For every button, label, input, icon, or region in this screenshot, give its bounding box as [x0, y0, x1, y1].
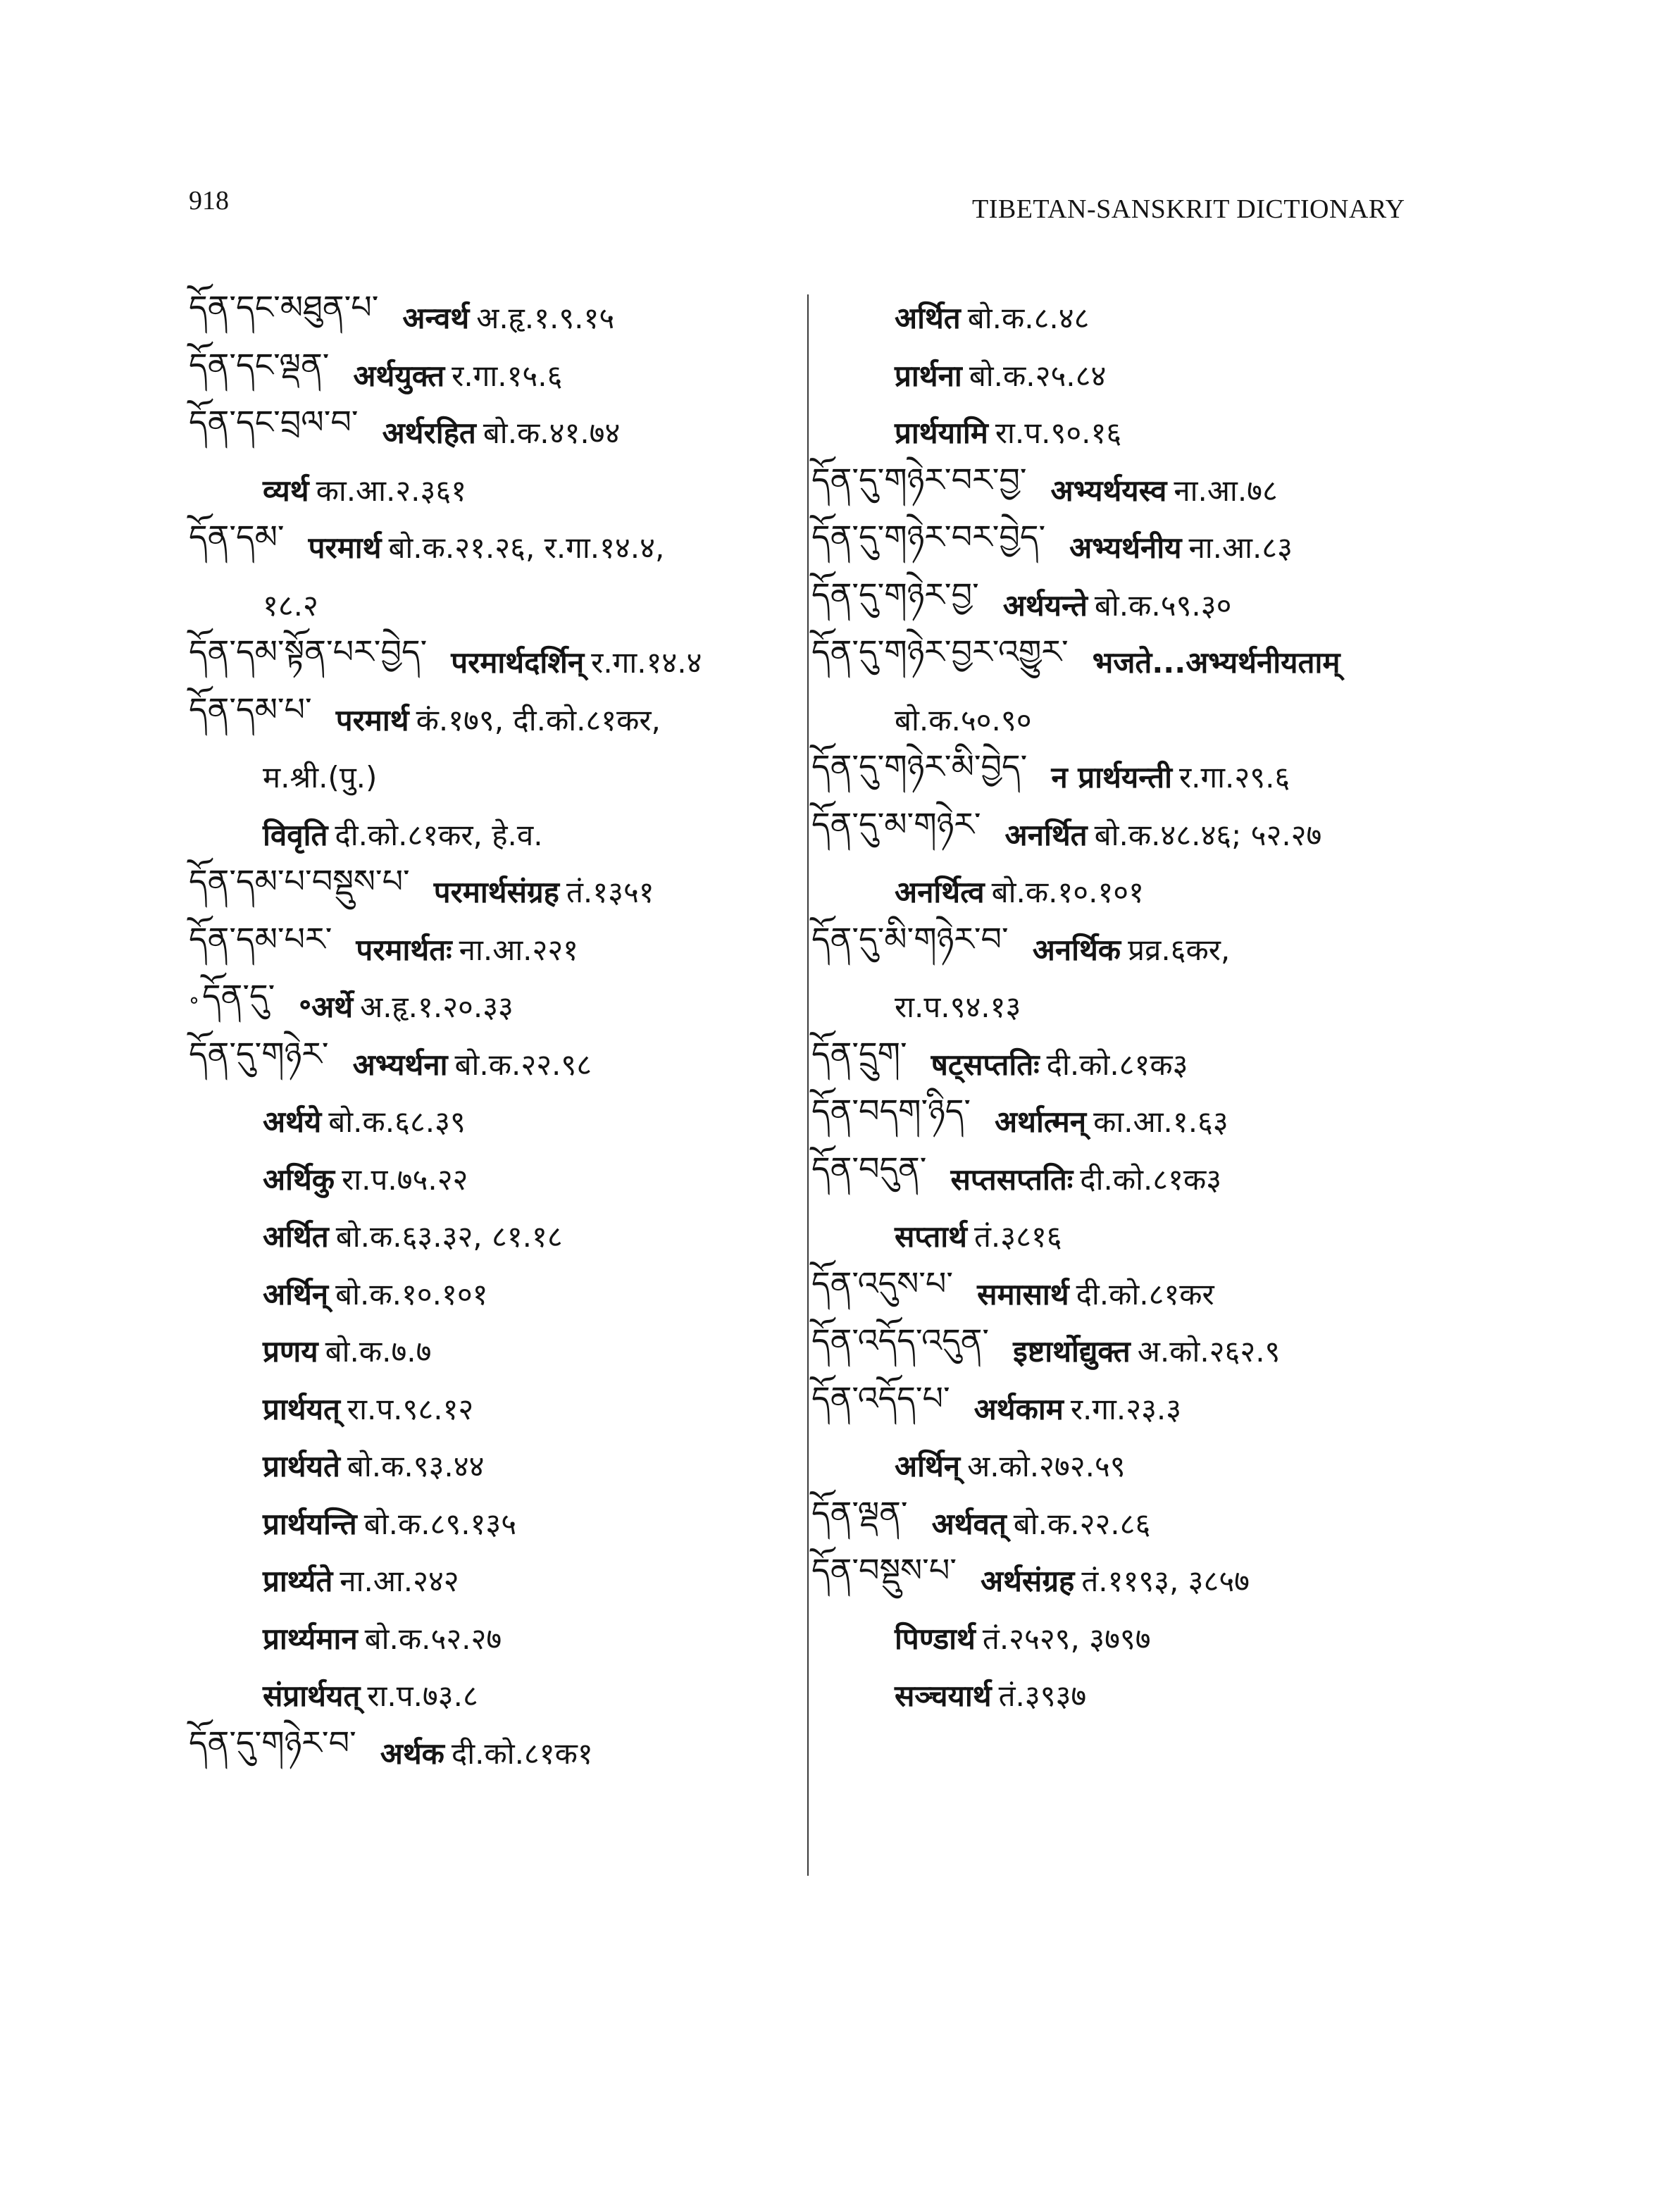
dictionary-entry	[811, 806, 1445, 864]
sanskrit-equivalent: अर्थयुक्त	[353, 358, 445, 393]
sanskrit-equivalent: सप्तार्थ	[895, 1219, 967, 1254]
sanskrit-equivalent: अनर्थिक	[1032, 932, 1121, 967]
tibetan-headword: དོན་དང་བྲལ་བ་	[189, 403, 359, 442]
dictionary-subentry	[189, 1322, 823, 1380]
sanskrit-equivalent: अनर्थित	[1004, 817, 1088, 852]
sanskrit-equivalent: प्रार्थयन्ति	[263, 1506, 357, 1541]
dictionary-entry	[189, 404, 823, 461]
sanskrit-equivalent: विवृति	[263, 817, 328, 852]
source-reference: बो.क.८९.१३५	[363, 1506, 517, 1541]
source-reference: बो.क.४८.४६; ५२.२७	[1094, 817, 1322, 852]
tibetan-headword: དོན་དམ་སྟོན་པར་བྱེད་	[189, 633, 428, 671]
source-reference: रा.प.९४.१३	[895, 990, 1021, 1025]
source-reference: दी.को.८१कर, हे.व.	[335, 817, 543, 852]
tibetan-headword: དོན་དུ་མ་གཉེར་	[811, 804, 981, 843]
source-reference: बो.क.५९.३०	[1094, 587, 1232, 623]
source-reference: बो.क.२१.२६, र.गा.१४.४,	[388, 530, 665, 566]
sanskrit-equivalent: प्रार्थ्यमान	[263, 1621, 358, 1656]
tibetan-headword: དོན་དང་ལྡན་	[189, 345, 330, 384]
tibetan-headword: དོན་དུ་མི་གཉེར་བ་	[811, 919, 1009, 958]
source-reference: बो.क.५०.९०	[895, 702, 1032, 737]
sanskrit-equivalent: अर्थित	[263, 1219, 329, 1254]
source-reference: रा.प.७५.२२	[342, 1162, 468, 1197]
sanskrit-equivalent: अर्थयन्ते	[1002, 587, 1088, 623]
source-reference: बो.क.५२.२७	[364, 1621, 502, 1656]
sanskrit-equivalent: प्रार्थयते	[263, 1449, 340, 1484]
dictionary-entry	[811, 921, 1445, 978]
sanskrit-equivalent: अभ्यर्थनीय	[1069, 530, 1182, 566]
source-reference: प्रव्र.६कर,	[1128, 932, 1231, 967]
source-reference: रा.प.९८.१२	[347, 1391, 474, 1426]
running-head: TIBETAN-SANSKRIT DICTIONARY	[972, 194, 1405, 224]
source-reference: बो.क.९३.४४	[347, 1449, 485, 1484]
dictionary-subentry	[189, 1265, 823, 1323]
dictionary-entry	[811, 1380, 1445, 1438]
dictionary-entry	[189, 1035, 823, 1093]
sanskrit-equivalent: अर्थात्मन्	[995, 1104, 1087, 1140]
sanskrit-equivalent: अर्थिकु	[263, 1162, 335, 1197]
source-reference: र.गा.२३.३	[1070, 1391, 1182, 1426]
sanskrit-equivalent: परमार्थदर्शिन्	[451, 645, 585, 680]
tibetan-headword: དོན་དུ་གཉེར་བར་བྱེད་	[811, 518, 1046, 556]
tibetan-headword: དོན་དམ་པ་བསྡུས་པ་	[189, 862, 410, 901]
sanskrit-equivalent: प्रार्थ्यते	[263, 1564, 333, 1599]
source-reference: दी.को.८१क३	[1046, 1047, 1188, 1082]
sanskrit-equivalent: प्रणय	[263, 1334, 318, 1369]
column-divider	[807, 294, 809, 1876]
tibetan-headword: དོན་འདུས་པ་	[811, 1264, 954, 1302]
source-reference: रा.प.७३.८	[367, 1679, 478, 1714]
sanskrit-equivalent: परमार्थ	[308, 530, 382, 566]
source-reference: दी.को.८१क१	[451, 1736, 593, 1771]
source-reference: बो.क.६८.३९	[328, 1104, 466, 1140]
sanskrit-equivalent: अभ्यर्थयस्व	[1050, 473, 1167, 508]
sanskrit-equivalent: अन्वर्थ	[402, 301, 470, 336]
left-column	[189, 289, 823, 1781]
sanskrit-equivalent: व्यर्थ	[263, 473, 309, 508]
dictionary-subentry	[811, 1667, 1445, 1724]
sanskrit-equivalent: अर्थसंग्रह	[981, 1564, 1075, 1599]
source-reference: र.गा.१४.४	[591, 645, 702, 680]
tibetan-headword: དོན་དུ་གཉེར་	[189, 1034, 329, 1073]
dictionary-subentry	[189, 748, 823, 806]
tibetan-headword: དོན་དམ་པར་	[189, 919, 332, 958]
sanskrit-equivalent: परमार्थ	[335, 702, 409, 737]
sanskrit-equivalent: अर्थक	[380, 1736, 444, 1771]
dictionary-subentry	[189, 1150, 823, 1208]
dictionary-entry	[189, 921, 823, 978]
source-reference: बो.क.७.७	[325, 1334, 432, 1369]
dictionary-subentry	[189, 1092, 823, 1150]
source-reference: तं.३८१६	[973, 1219, 1062, 1254]
source-reference: अ.को.२७२.५९	[967, 1449, 1126, 1484]
sanskrit-equivalent: अर्थये	[263, 1104, 322, 1140]
source-reference: बो.क.१०.१०१	[991, 875, 1144, 910]
source-reference: का.आ.२.३६१	[316, 473, 467, 508]
dictionary-subentry	[811, 1610, 1445, 1667]
sanskrit-equivalent: सप्तसप्ततिः	[950, 1162, 1074, 1197]
source-reference: तं.३९३७	[998, 1679, 1087, 1714]
source-reference: अ.हृ.१.२०.३३	[360, 990, 514, 1025]
sanskrit-equivalent: इष्टार्थोद्युक्त	[1013, 1334, 1131, 1369]
source-reference: दी.को.८१क३	[1080, 1162, 1222, 1197]
source-reference: १८.२	[263, 587, 318, 623]
sanskrit-equivalent: प्रार्थना	[895, 358, 962, 393]
source-reference: ना.आ.८३	[1188, 530, 1293, 566]
sanskrit-equivalent: ॰अर्थे	[299, 990, 354, 1025]
right-column	[811, 289, 1445, 1724]
sanskrit-equivalent: संप्रार्थयत्	[263, 1679, 361, 1714]
sanskrit-equivalent: अर्थकाम	[973, 1391, 1064, 1426]
entry-marker: °	[189, 994, 199, 1019]
dictionary-entry	[811, 633, 1445, 691]
tibetan-headword: དོན་དུ་	[202, 977, 275, 1016]
tibetan-headword: དོན་དྲུག་	[811, 1034, 907, 1073]
sanskrit-equivalent: अर्थरहित	[382, 416, 476, 451]
source-reference: र.गा.२९.६	[1179, 760, 1290, 795]
dictionary-subentry	[189, 1380, 823, 1438]
source-reference: अ.हृ.१.९.१५	[476, 301, 615, 336]
tibetan-headword: དོན་བདག་ཉིད་	[811, 1092, 971, 1131]
source-reference: रा.प.९०.१६	[995, 416, 1122, 451]
dictionary-entry	[811, 1552, 1445, 1610]
tibetan-headword: དོན་དམ་	[189, 518, 285, 556]
source-reference: बो.क.२२.९८	[454, 1047, 592, 1082]
dictionary-subentry	[189, 1610, 823, 1667]
sanskrit-equivalent: प्रार्थयत्	[263, 1391, 340, 1426]
source-reference: बो.क.२२.८६	[1013, 1506, 1151, 1541]
sanskrit-equivalent: न प्रार्थयन्ती	[1051, 760, 1172, 795]
sanskrit-equivalent: अभ्यर्थना	[352, 1047, 448, 1082]
dictionary-subentry	[189, 1437, 823, 1495]
source-reference: म.श्री.(पु.)	[263, 760, 378, 795]
sanskrit-equivalent: अर्थिन्	[895, 1449, 961, 1484]
dictionary-subentry	[189, 1495, 823, 1552]
source-reference: तं.११९३, ३८५७	[1081, 1564, 1250, 1599]
source-reference: तं.१३५१	[566, 875, 654, 910]
tibetan-headword: དོན་ལྡན་	[811, 1493, 908, 1532]
source-reference: बो.क.४१.७४	[483, 416, 621, 451]
tibetan-headword: དོན་བདུན་	[811, 1149, 927, 1188]
tibetan-headword: དོན་འདོད་པ་	[811, 1378, 950, 1417]
sanskrit-equivalent: पिण्डार्थ	[895, 1621, 976, 1656]
tibetan-headword: དོན་འདོད་འདུན་	[811, 1321, 990, 1360]
sanskrit-equivalent: प्रार्थयामि	[895, 416, 988, 451]
page-number: 918	[189, 186, 229, 216]
dictionary-entry	[189, 1724, 823, 1782]
dictionary-entry	[811, 1150, 1445, 1208]
dictionary-subentry	[811, 347, 1445, 404]
source-reference: ना.आ.७८	[1174, 473, 1278, 508]
dictionary-subentry	[189, 1207, 823, 1265]
source-reference: बो.क.२५.८४	[969, 358, 1107, 393]
sanskrit-equivalent: समासार्थ	[977, 1276, 1069, 1312]
dictionary-subentry	[189, 1552, 823, 1610]
source-reference: दी.को.८१कर	[1076, 1276, 1214, 1312]
source-reference: ना.आ.२२१	[459, 932, 579, 967]
source-reference: तं.२५२९, ३७९७	[982, 1621, 1151, 1656]
tibetan-headword: དོན་དམ་པ་	[189, 690, 312, 728]
sanskrit-equivalent: परमार्थसंग्रह	[433, 875, 559, 910]
source-reference: बो.क.१०.१०१	[335, 1276, 488, 1312]
dictionary-subentry	[811, 289, 1445, 347]
source-reference: ना.आ.२४२	[340, 1564, 459, 1599]
dictionary-entry	[189, 691, 823, 749]
tibetan-headword: དོན་དུ་གཉེར་བར་བྱ་	[811, 460, 1027, 499]
tibetan-headword: དོན་དུ་གཉེར་བ་	[189, 1723, 356, 1762]
sanskrit-equivalent: सञ्चयार्थ	[895, 1679, 992, 1714]
source-reference: का.आ.१.६३	[1093, 1104, 1228, 1140]
dictionary-entry	[189, 518, 823, 576]
sanskrit-equivalent: षट्सप्ततिः	[931, 1047, 1040, 1082]
source-reference: कं.१७९, दी.को.८१कर,	[416, 702, 661, 737]
sanskrit-equivalent: अनर्थित्व	[895, 875, 985, 910]
source-reference: बो.क.६३.३२, ८१.१८	[335, 1219, 563, 1254]
sanskrit-equivalent: अर्थिन्	[263, 1276, 329, 1312]
source-reference: बो.क.८.४८	[967, 301, 1090, 336]
tibetan-headword: དོན་དུ་གཉེར་བྱ་	[811, 575, 979, 614]
sanskrit-equivalent: परमार्थतः	[356, 932, 452, 967]
tibetan-headword: དོན་བསྡུས་པ་	[811, 1551, 957, 1590]
sanskrit-equivalent: अर्थवत्	[931, 1506, 1007, 1541]
sanskrit-equivalent: अर्थित	[895, 301, 961, 336]
source-reference: अ.को.२६२.९	[1137, 1334, 1281, 1369]
tibetan-headword: དོན་དང་མཐུན་པ་	[189, 288, 379, 327]
tibetan-headword: དོན་དུ་གཉེར་བྱར་འགྱུར་	[811, 633, 1069, 671]
source-reference: र.गा.१५.६	[452, 358, 563, 393]
tibetan-headword: དོན་དུ་གཉེར་མི་བྱེད་	[811, 747, 1028, 786]
sanskrit-equivalent: भजते...अभ्यर्थनीयताम्	[1092, 645, 1340, 680]
